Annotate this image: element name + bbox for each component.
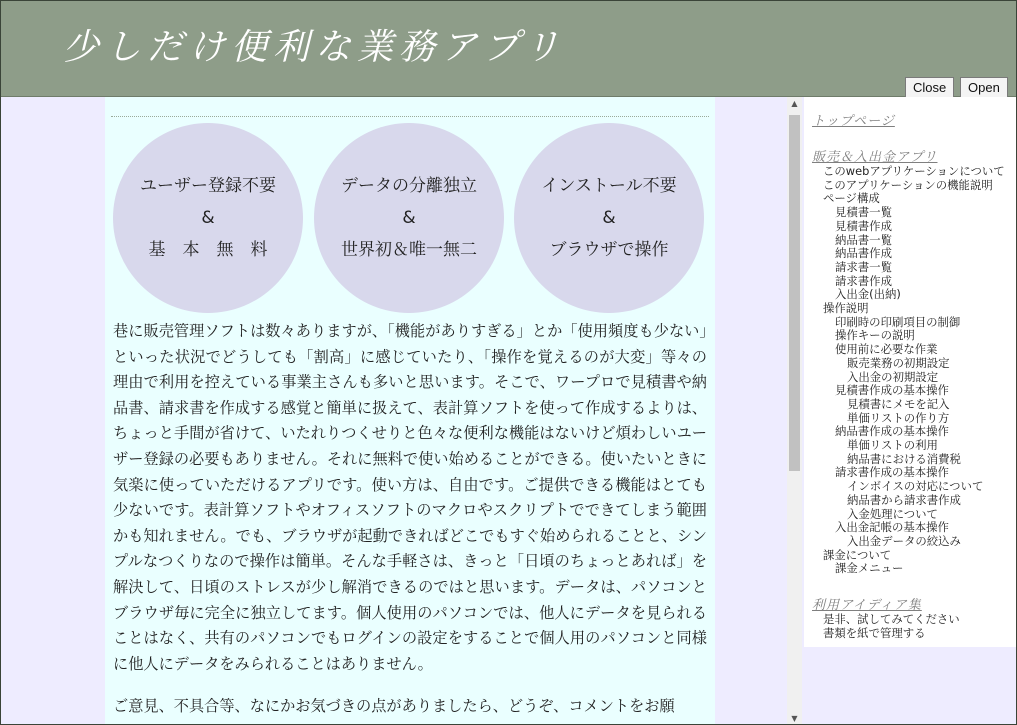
- sidebar-section-sales[interactable]: 販売＆入出金アプリ: [812, 150, 938, 165]
- feature-line: &: [402, 208, 416, 228]
- app-title: 少しだけ便利な業務アプリ: [63, 27, 566, 68]
- sidebar-item[interactable]: 見積書作成: [835, 218, 892, 233]
- sidebar-item[interactable]: インボイスの対応について: [847, 479, 984, 494]
- sidebar-ideas-list: [804, 613, 960, 640]
- scroll-thumb[interactable]: [789, 115, 800, 471]
- intro-paragraph-2: ご意見、不具合等、なにかお気づきの点がありましたら、どうぞ、コメントをお願: [113, 697, 675, 715]
- sidebar-item[interactable]: 使用前に必要な作業: [835, 342, 938, 357]
- open-button[interactable]: Open: [960, 77, 1008, 97]
- sidebar-item[interactable]: 印刷時の印刷項目の制御: [835, 314, 961, 329]
- sidebar-nav: [804, 97, 1016, 647]
- site-header: [1, 1, 1016, 97]
- sidebar-item[interactable]: 課金メニュー: [835, 561, 904, 576]
- sidebar-item[interactable]: 見積書作成の基本操作: [835, 383, 949, 398]
- feature-line: データの分離独立: [341, 176, 477, 196]
- intro-paragraph: 巷に販売管理ソフトは数々ありますが、「機能がありすぎる」とか「使用頻度も少ない」といった状況でどうしても「割高」に感じていたり、「操作を覚えるのが大変」等々の理由で利用を控えている事業主さんも多いと思います。そこで、ワープロで見積書や納品書、請求書を作成する感覚と簡単に扱えて、表計算ソフトを使って作成するよりは、ちょっと手間が省けて、いたれりつくせりと色々な便利な機能はないけど煩わしいユーザー登録の必要もありません。それに無料で使い始めることができる。使いたいときに気楽に使っていただけるアプリです。使い方は、自由です。ご提供できる機能はとても少ないです。表計算ソフトやオフィスソフトのマクロやスクリプトでできてしまう範囲かも知れません。でも、ブラウザが起動できればどこでもすぐ始められることと、シンプルなつくりなので操作は簡単。そんな手軽さは、きっと「日頃のちょっとあれば」を解決して、日頃のストレスが少し解消できるのではと思います。データは、パソコンとブラウザ毎に完全に独立してます。個人使用のパソコンでは、他人にデータを見られることはなく、共有のパソコンでもログインの設定をすることで個人用のパソコンと同様に他人にデータをみられることはありません。: [113, 322, 707, 673]
- feature-line: 基 本 無 料: [148, 240, 268, 260]
- sidebar-item[interactable]: 納品書における消費税: [847, 451, 961, 466]
- feature-line: ユーザー登録不要: [140, 176, 276, 196]
- divider: [111, 116, 709, 117]
- sidebar-item[interactable]: 操作キーの説明: [835, 328, 915, 343]
- scroll-up-arrow-icon[interactable]: ▲: [791, 99, 798, 108]
- sidebar-item[interactable]: 請求書作成の基本操作: [835, 465, 949, 480]
- sidebar-item[interactable]: 納品書一覧: [835, 232, 892, 247]
- sidebar-link-top-page[interactable]: トップページ: [812, 114, 895, 129]
- sidebar-item[interactable]: 入金処理について: [847, 506, 938, 521]
- sidebar-item[interactable]: 単価リストの作り方: [847, 410, 950, 425]
- sidebar-item[interactable]: 請求書一覧: [835, 259, 892, 274]
- feature-line: &: [602, 208, 616, 228]
- sidebar-item[interactable]: 入出金(出納): [835, 287, 901, 302]
- feature-circle-registration: [113, 123, 303, 313]
- sidebar-item[interactable]: 課金について: [823, 547, 892, 562]
- sidebar-item[interactable]: 納品書から請求書作成: [847, 492, 961, 507]
- sidebar-item[interactable]: このwebアプリケーションについて: [823, 164, 1005, 178]
- feature-circle-no-install: [514, 123, 704, 313]
- sidebar-item[interactable]: 販売業務の初期設定: [847, 355, 950, 370]
- scroll-down-arrow-icon[interactable]: ▼: [791, 714, 798, 723]
- sidebar-item[interactable]: 書類を紙で管理する: [823, 625, 926, 640]
- close-button[interactable]: Close: [905, 77, 954, 97]
- feature-line: 世界初＆唯一無二: [341, 240, 477, 260]
- feature-line: ブラウザで操作: [549, 240, 669, 260]
- sidebar-footer-space: [804, 647, 1016, 725]
- sidebar-item[interactable]: 納品書作成: [835, 246, 892, 261]
- sidebar-item[interactable]: 是非、試してみてください: [823, 612, 960, 626]
- sidebar-sales-list: [804, 165, 1005, 576]
- sidebar-item[interactable]: 入出金記帳の基本操作: [835, 520, 949, 535]
- sidebar-item[interactable]: 入出金の初期設定: [847, 369, 939, 384]
- sidebar-item[interactable]: 操作説明: [823, 301, 869, 316]
- feature-line: &: [201, 208, 215, 228]
- sidebar-item[interactable]: 納品書作成の基本操作: [835, 424, 949, 439]
- sidebar-item[interactable]: このアプリケーションの機能説明: [823, 177, 993, 192]
- sidebar-item[interactable]: 入出金データの絞込み: [847, 533, 961, 548]
- sidebar-section-ideas[interactable]: 利用アイディア集: [812, 598, 922, 613]
- sidebar-item[interactable]: ページ構成: [823, 191, 880, 206]
- sidebar-item[interactable]: 単価リストの利用: [847, 438, 938, 453]
- sidebar-item[interactable]: 見積書一覧: [835, 205, 892, 220]
- feature-line: インストール不要: [541, 176, 677, 196]
- feature-circle-data-separation: [314, 123, 504, 313]
- content-scrollbar[interactable]: [787, 97, 802, 725]
- right-margin: [715, 97, 787, 725]
- main-content: [105, 97, 715, 725]
- left-margin: [1, 97, 105, 725]
- sidebar-item[interactable]: 見積書にメモを記入: [847, 396, 950, 411]
- sidebar-item[interactable]: 請求書作成: [835, 273, 892, 288]
